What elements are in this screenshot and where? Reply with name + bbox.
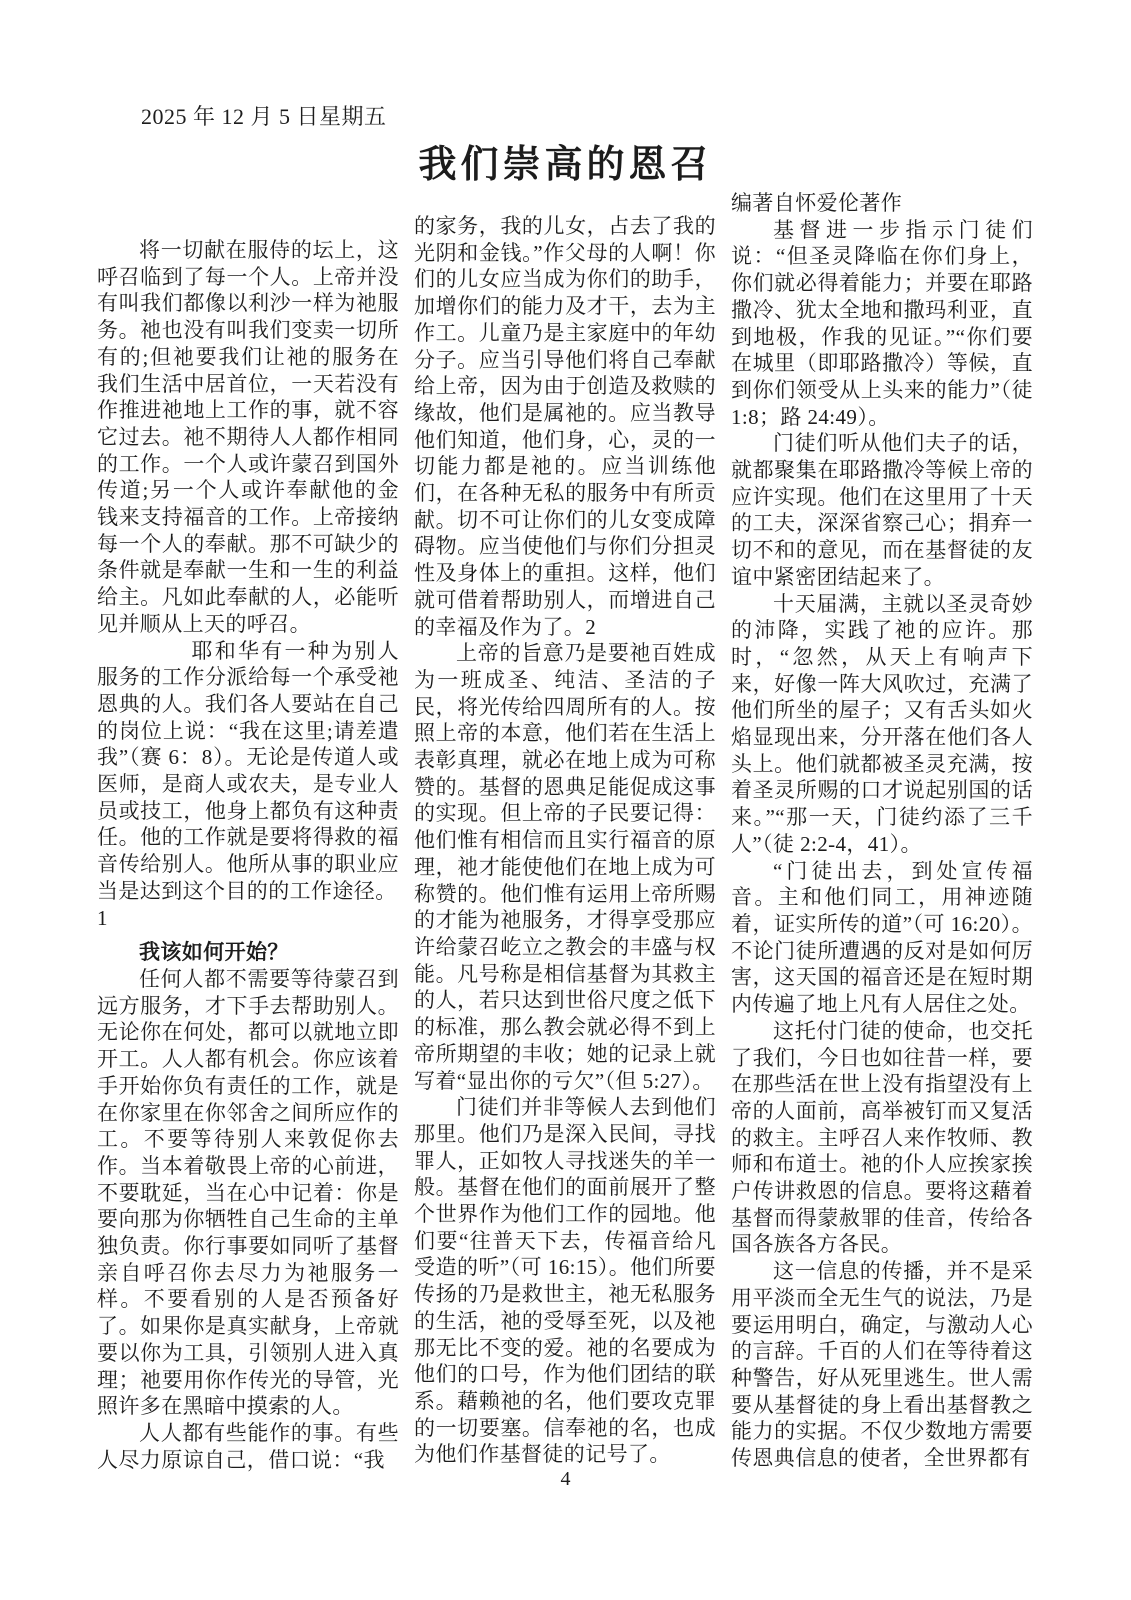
paragraph: “门徒出去，到处宣传福音。主和他们同工，用神迹随着，证实所传的道”（可 16:20）。不论门徒所遭遇的反对是如何厉害，这天国的福音还是在短时期内传遍了地上凡有人居住之处。 bbox=[731, 858, 1033, 1017]
paragraph: 基督进一步指示门徒们说：“但圣灵降临在你们身上，你们就必得着能力；并要在耶路撒冷、犹太全地和撒玛利亚，直到地极，作我的见证。”“你们要在城里（即耶路撒冷）等候，直到你们领受从上头来的能力”（徒 1:8；路 24:49）。 bbox=[731, 217, 1033, 429]
paragraph: 任何人都不需要等待蒙召到远方服务，才下手去帮助别人。无论你在何处，都可以就地立即开工。人人都有机会。你应该着手开始你负有责任的工作，就是在你家里在你邻舍之间所应作的工。不要等待别人来敦促你去作。当本着敬畏上帝的心前进，不要耽延，当在心中记着：你是要向那为你牺牲自己生命的主单独负责。你行事要如同听了基督亲自呼召你去尽力为祂服务一样。不要看别的人是否预备好了。如果你是真实献身，上帝就要以你为工具，引领别人进入真理；祂要用你作传光的导管，光照许多在黑暗中摸索的人。 bbox=[97, 966, 399, 1419]
paragraph: 门徒们听从他们夫子的话，就都聚集在耶路撒冷等候上帝的应许实现。他们在这里用了十天的工夫，深深省察己心；捐弃一切不和的意见，而在基督徒的友谊中紧密团结起来了。 bbox=[731, 431, 1033, 589]
footnote-marker: 1 bbox=[97, 905, 108, 930]
article-title: 我们崇高的恩召 bbox=[418, 144, 713, 186]
column-left bbox=[97, 190, 399, 1473]
section-heading: 我该如何开始？ bbox=[139, 940, 289, 965]
paragraph: 门徒们并非等候人去到他们那里。他们乃是深入民间，寻找罪人，正如牧人寻找迷失的羊一般。基督在他们的面前展开了整个世界作为他们工作的园地。他们要“往普天下去，传福音给凡受造的听”（可 16:15）。他们所要传扬的乃是救世主，祂无私服务的生活，祂的受辱至死，以及祂那无比不变的爱。祂的名要成为他们的口号，作为他们团结的联系。藉赖祂的名，他们要攻克罪的一切要塞。信奉祂的名，也成为他们作基督徒的记号了。 bbox=[414, 1095, 716, 1467]
paragraph-continuation: 的家务，我的儿女，占去了我的光阴和金钱。”作父母的人啊！你们的儿女应当成为你们的助手，加增你们的能力及才干，去为主作工。儿童乃是主家庭中的年幼分子。应当引导他们将自己奉献给上帝，因为由于创造及救赎的缘故，他们是属祂的。应当教导他们知道，他们身，心，灵的一切能力都是祂的。应当训练他们，在各种无私的服务中有所贡献。切不可让你们的儿女变成障碍物。应当使他们与你们分担灵性及身体上的重担。这样，他们就可借着帮助别人，而增进自己的幸福及作为了。2 bbox=[414, 214, 716, 639]
page-date: 2025 年 12 月 5 日星期五 bbox=[141, 104, 387, 129]
paragraph: 将一切献在服侍的坛上，这呼召临到了每一个人。上帝并没有叫我们都像以利沙一样为祂服务。祂也没有叫我们变卖一切所有的;但祂要我们让祂的服务在我们生活中居首位，一天若没有作推进祂地上工作的事，就不容它过去。祂不期待人人都作相同的工作。一个人或许蒙召到国外传道;另一个人或许奉献他的金钱来支持福音的工作。上帝接纳每一个人的奉献。那不可缺少的条件就是奉献一生和一生的利益给主。凡如此奉献的人，必能听见并顺从上天的呼召。 bbox=[97, 238, 399, 636]
article-columns bbox=[97, 190, 1033, 1473]
column-middle bbox=[414, 190, 716, 1473]
paragraph: 耶和华有一种为别人服务的工作分派给每一个承受祂恩典的人。我们各人要站在自己的岗位上说：“我在这里;请差遣我”（赛 6：8）。无论是传道人或医师，是商人或农夫，是专业人员或技工，他身上都负有这种责任。他的工作就是要将得救的福音传给别人。他所从事的职业应当是达到这个目的的工作途径。 bbox=[97, 638, 399, 903]
paragraph: 十天届满，主就以圣灵奇妙的沛降，实践了祂的应许。那时，“忽然，从天上有响声下来，好像一阵大风吹过，充满了他们所坐的屋子；又有舌头如火焰显现出来，分开落在他们各人头上。他们就都被圣灵充满，按着圣灵所赐的口才说起别国的话来。”“那一天，门徒约添了三千人”（徒 2:2-4，41）。 bbox=[731, 591, 1033, 856]
paragraph: 这托付门徒的使命，也交托了我们，今日也如往昔一样，要在那些活在世上没有指望没有上帝的人面前，高举被钉而又复活的救主。主呼召人来作牧师、教师和布道士。祂的仆人应挨家挨户传讲救恩的信息。要将这藉着基督而得蒙赦罪的佳音，传给各国各族各方各民。 bbox=[731, 1018, 1033, 1257]
page-number: 4 bbox=[560, 1468, 571, 1490]
column-right bbox=[731, 190, 1033, 1473]
paragraph: 这一信息的传播，并不是采用平淡而全无生气的说法，乃是要运用明白，确定，与激动人心的言辞。千百的人们在等待着这种警告，好从死里逃生。世人需要从基督徒的身上看出基督教之能力的实据。不仅少数地方需要传恩典信息的使者，全世界都有 bbox=[731, 1259, 1033, 1471]
byline: 编著自怀爱伦著作 bbox=[731, 191, 903, 215]
paragraph: 人人都有些能作的事。有些人尽力原谅自己，借口说：“我 bbox=[97, 1420, 399, 1472]
paragraph: 上帝的旨意乃是要祂百姓成为一班成圣、纯洁、圣洁的子民，将光传给四周所有的人。按照上帝的本意，他们若在生活上表彰真理，就必在地上成为可称赞的。基督的恩典足能促成这事的实现。但上帝的子民要记得：他们惟有相信而且实行福音的原理，祂才能使他们在地上成为可称赞的。他们惟有运用上帝所赐的才能为祂服务，才得享受那应许给蒙召屹立之教会的丰盛与权能。凡号称是相信基督为其救主的人，若只达到世俗尺度之低下的标准，那么教会就必得不到上帝所期望的丰收；她的记录上就写着“显出你的亏欠”（但 5:27）。 bbox=[414, 641, 716, 1093]
